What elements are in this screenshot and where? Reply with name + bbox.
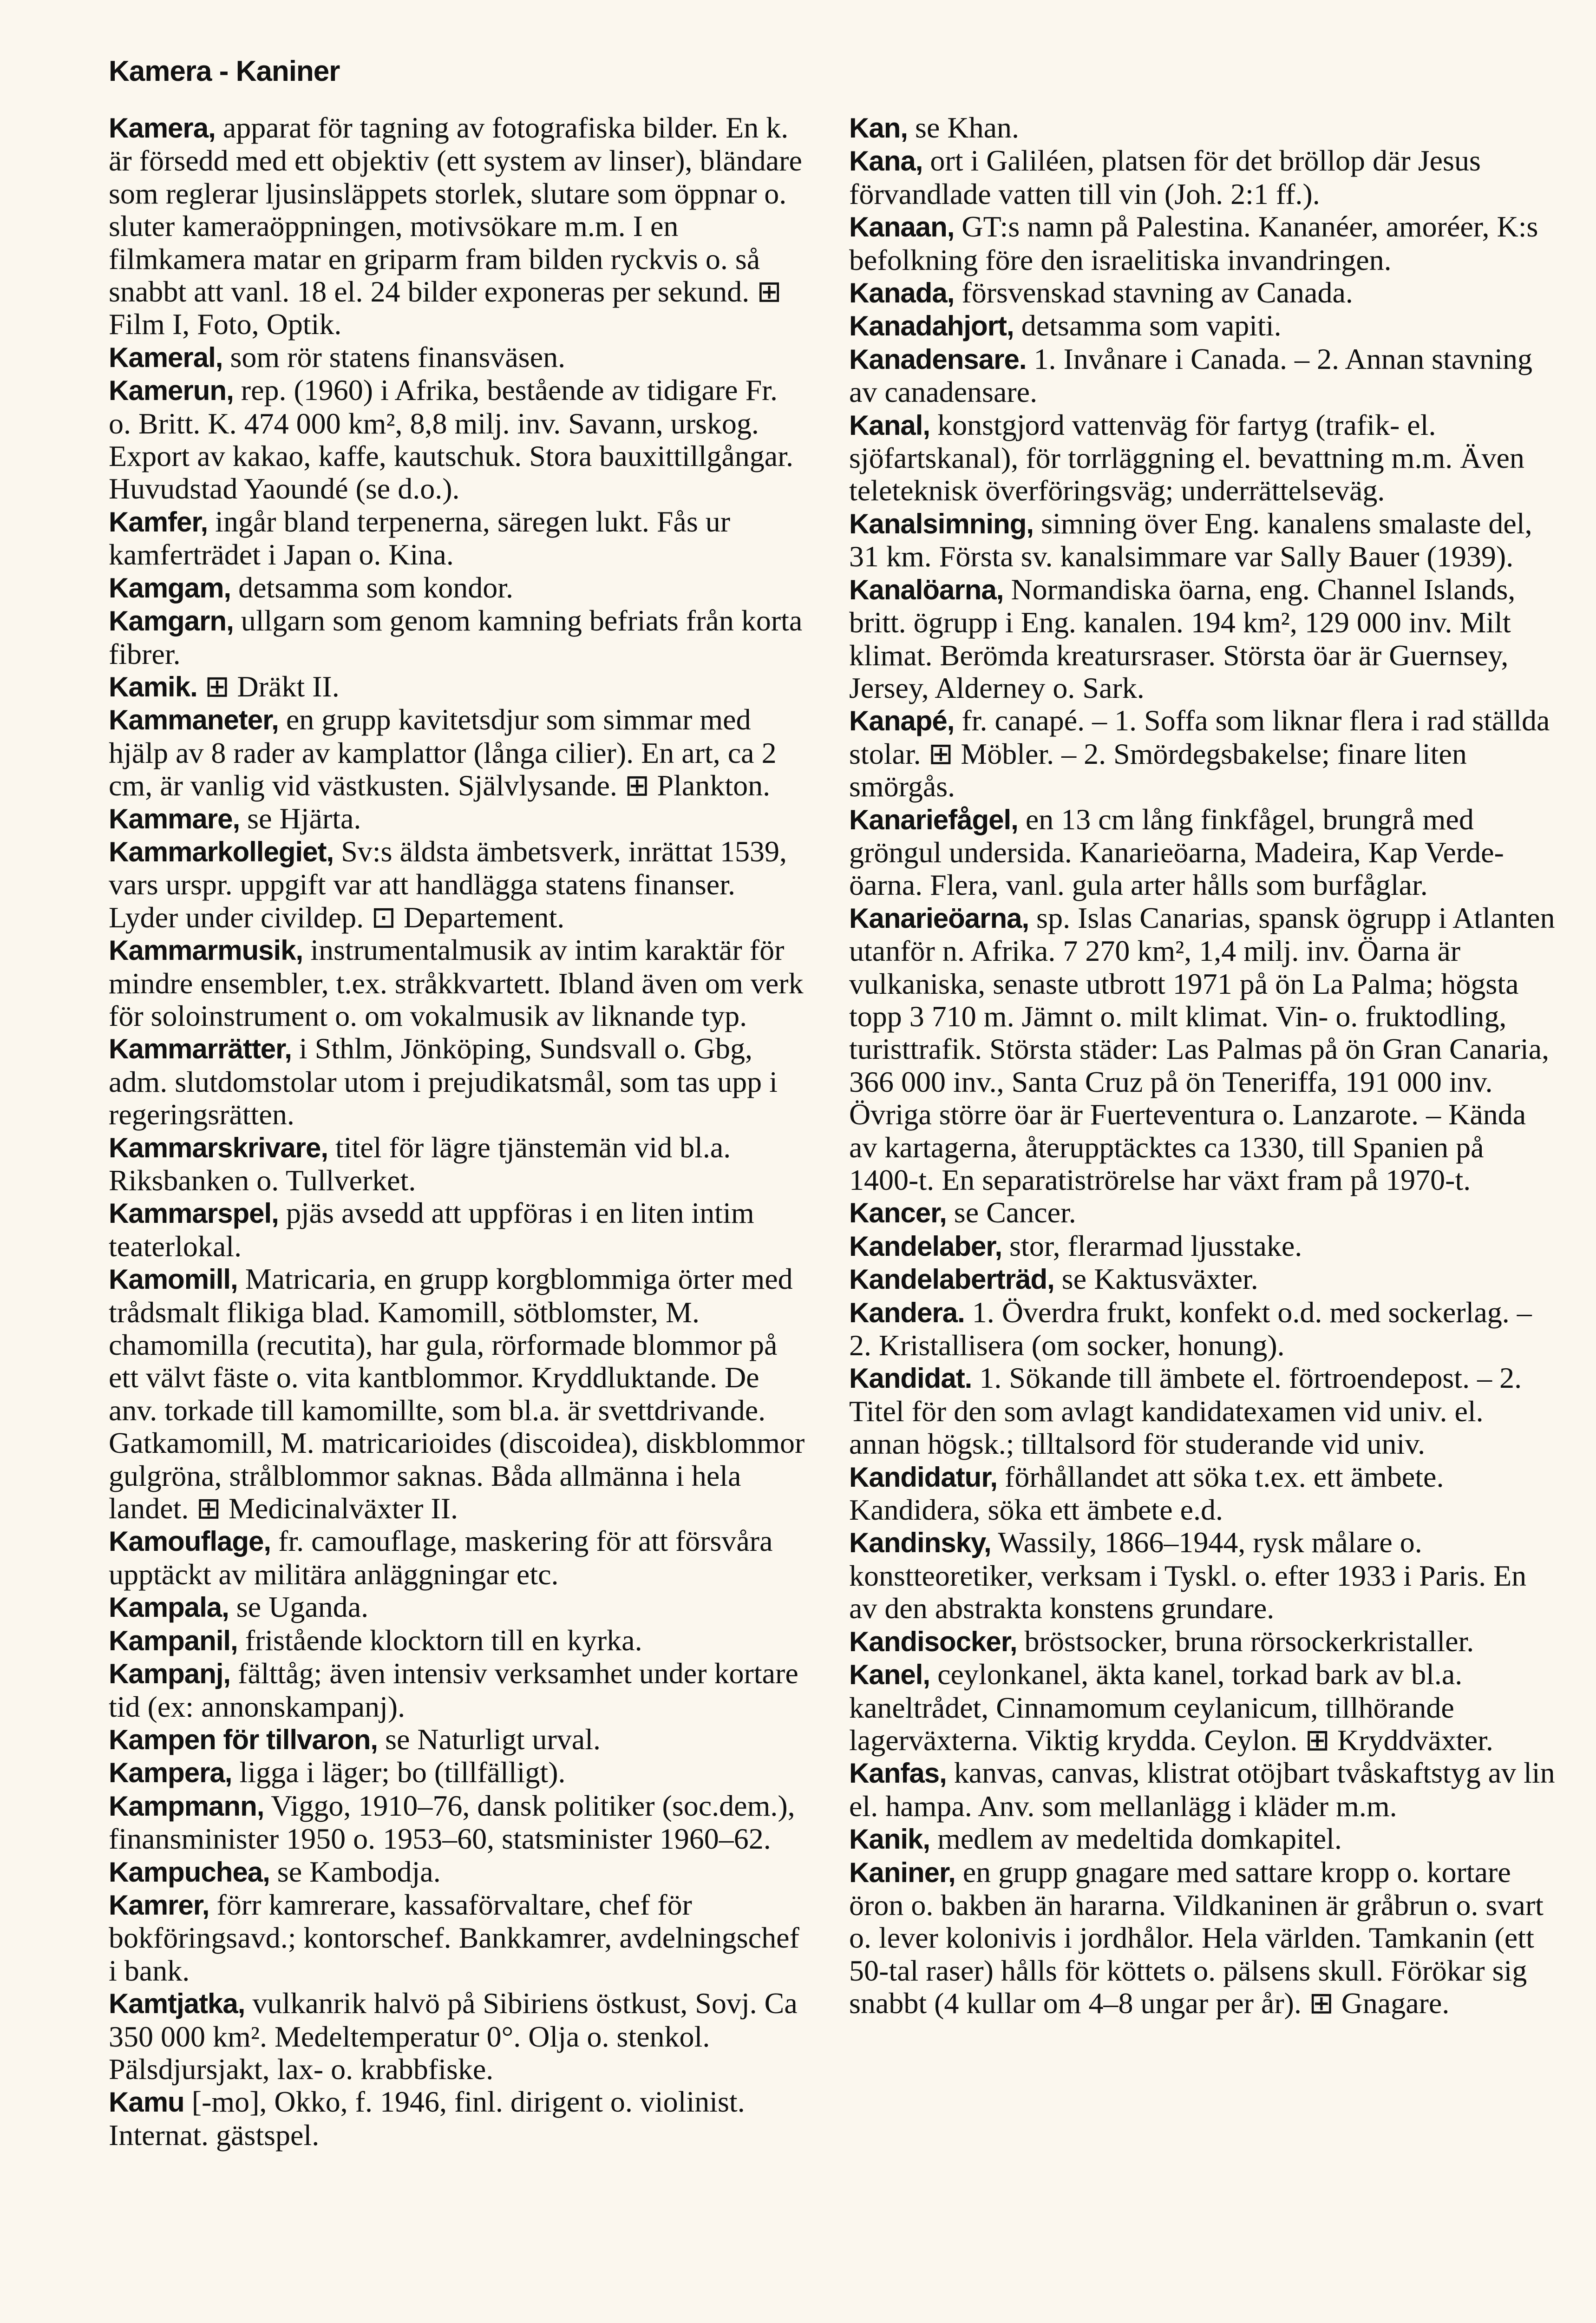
entry-text: titel för lägre tjänstemän vid bl.a. Riksbanken o. Tullverket.	[109, 1130, 731, 1197]
entry-headword: Kampanil,	[109, 1625, 238, 1656]
entry-headword: Kanapé,	[849, 705, 955, 737]
entry-headword: Kammarrätter,	[109, 1033, 292, 1065]
entry-text: kanvas, canvas, klistrat otöjbart tvåskaftstyg av lin el. hampa. Anv. som mellanlägg i kläder m.m.	[849, 1756, 1555, 1823]
entry-text: se Naturligt urval.	[378, 1722, 601, 1756]
entry-text: konstgjord vattenväg för fartyg (trafik- el. sjöfartskanal), för torrläggning el. bevattning m.m. Även teleteknisk överföringsväg; underrättelseväg.	[849, 408, 1524, 507]
entry-text: vulkanrik halvö på Sibiriens östkust, Sovj. Ca 350 000 km². Medeltemperatur 0°. Olja o. stenkol. Pälsdjursjakt, lax- o. krabbfiske.	[109, 1987, 798, 2086]
entry-headword: Kampanj,	[109, 1658, 231, 1690]
entry-text: Sv:s äldsta ämbetsverk, inrättat 1539, vars urspr. uppgift var att handlägga statens finanser. Lyder under civildep. ⊡ Departement.	[109, 834, 787, 934]
dictionary-entry	[849, 144, 1560, 210]
entry-text: se Uganda.	[229, 1590, 369, 1624]
dictionary-entry	[109, 571, 805, 604]
dictionary-entry	[109, 1657, 805, 1723]
entry-headword: Kamgarn,	[109, 605, 234, 637]
entry-text: som rör statens finansväsen.	[222, 340, 566, 374]
dictionary-entry	[849, 1757, 1560, 1823]
entry-headword: Kandidat.	[849, 1363, 972, 1394]
dictionary-entry	[849, 902, 1560, 1197]
dictionary-entry	[109, 835, 805, 934]
entry-text: se Khan.	[908, 111, 1019, 144]
entry-text: simning över Eng. kanalens smalaste del, 31 km. Första sv. kanalsimmare var Sally Bauer (1939).	[849, 506, 1532, 573]
entry-headword: Kanadahjort,	[849, 310, 1014, 342]
dictionary-entry	[109, 1987, 805, 2086]
dictionary-entry	[109, 505, 805, 571]
entry-headword: Kameral,	[109, 341, 223, 373]
dictionary-entry	[109, 1889, 805, 1987]
dictionary-entry	[109, 670, 805, 703]
right-column	[849, 112, 1560, 2020]
entry-headword: Kandera.	[849, 1297, 965, 1328]
entry-text: se Cancer.	[946, 1196, 1076, 1229]
entry-text: 1. Sökande till ämbete el. förtroendepost. – 2. Titel för den som avlagt kandidatexamen vid univ. el. annan högsk.; tilltalsord för studerande vid univ.	[849, 1361, 1522, 1461]
entry-text: förhållandet att söka t.ex. ett ämbete. Kandidera, söka ett ämbete e.d.	[849, 1460, 1444, 1527]
dictionary-entry	[109, 112, 805, 341]
entry-text: [-mo], Okko, f. 1946, finl. dirigent o. violinist. Internat. gästspel.	[109, 2085, 745, 2152]
entry-text: detsamma som vapiti.	[1014, 309, 1282, 342]
entry-headword: Kanarieöarna,	[849, 902, 1029, 934]
entry-text: i Sthlm, Jönköping, Sundsvall o. Gbg, adm. slutdomstolar utom i prejudikatsmål, som tas upp i regeringsrätten.	[109, 1032, 778, 1131]
dictionary-entry	[109, 1756, 805, 1789]
entry-text: Wassily, 1866–1944, rysk målare o. konstteoretiker, verksam i Tyskl. o. efter 1933 i Paris. En av den abstrakta konstens grundare.	[849, 1526, 1527, 1625]
entry-headword: Kammarkollegiet,	[109, 836, 334, 867]
dictionary-entry	[849, 1461, 1560, 1527]
entry-headword: Kan,	[849, 112, 908, 144]
dictionary-entry	[109, 802, 805, 835]
entry-text: försvenskad stavning av Canada.	[954, 276, 1353, 309]
dictionary-entry	[849, 1823, 1560, 1856]
entry-text: ort i Galiléen, platsen för det bröllop där Jesus förvandlade vatten till vin (Joh. 2:1 ff.).	[849, 144, 1481, 210]
dictionary-entry	[849, 409, 1560, 507]
entry-headword: Kampmann,	[109, 1790, 264, 1822]
dictionary-entry	[849, 309, 1560, 342]
dictionary-entry	[109, 1856, 805, 1889]
dictionary-entry	[849, 1230, 1560, 1263]
dictionary-entry	[109, 1032, 805, 1131]
dictionary-entry	[109, 341, 805, 374]
dictionary-entry	[109, 1790, 805, 1856]
entry-headword: Kanel,	[849, 1659, 930, 1691]
left-column	[109, 112, 805, 2152]
entry-headword: Kamrer,	[109, 1889, 209, 1921]
entry-text: instrumentalmusik av intim karaktär för mindre ensembler, t.ex. stråkkvartett. Ibland även om verk för soloinstrument o. om vokalmusik av liknande typ.	[109, 933, 804, 1032]
entry-headword: Kammarmusik,	[109, 935, 303, 966]
entry-text: bröstsocker, bruna rörsockerkristaller.	[1017, 1624, 1474, 1658]
dictionary-entry	[849, 573, 1560, 705]
entry-headword: Kammare,	[109, 803, 240, 834]
dictionary-entry	[109, 1263, 805, 1525]
dictionary-entry	[109, 604, 805, 670]
dictionary-entry	[849, 1196, 1560, 1229]
entry-text: rep. (1960) i Afrika, bestående av tidigare Fr. o. Britt. K. 474 000 km², 8,8 milj. inv. Savann, urskog. Export av kakao, kaffe, kautschuk. Stora bauxittillgångar. Huvudstad Yaoundé (se d.o.).	[109, 374, 793, 505]
dictionary-entry	[849, 1625, 1560, 1658]
entry-text: 1. Överdra frukt, konfekt o.d. med sockerlag. – 2. Kristallisera (om socker, honung).	[849, 1295, 1532, 1362]
entry-text: ⊞ Dräkt II.	[197, 669, 340, 703]
entry-headword: Kamgam,	[109, 572, 231, 604]
entry-headword: Kandelaberträd,	[849, 1264, 1054, 1295]
dictionary-entry	[849, 1658, 1560, 1757]
dictionary-entry	[849, 276, 1560, 309]
entry-text: en grupp gnagare med sattare kropp o. kortare öron o. bakben än hararna. Vildkaninen är gråbrun o. svart o. lever kolonivis i jordhålor. Hela världen. Tamkanin (ett 50-tal raser) hålls för köttets o. pälsens skull. Förökar sig snabbt (4 kullar om 4–8 ungar per år). ⊞ Gnagare.	[849, 1855, 1544, 2020]
dictionary-entry	[109, 374, 805, 505]
dictionary-entry	[849, 1296, 1560, 1362]
entry-text: detsamma som kondor.	[231, 571, 514, 604]
entry-headword: Kamik.	[109, 671, 197, 702]
entry-headword: Kamera,	[109, 112, 216, 144]
entry-text: GT:s namn på Palestina. Kananéer, amoréer, K:s befolkning före den israelitiska invandringen.	[849, 210, 1538, 276]
dictionary-entry	[849, 803, 1560, 902]
entry-text: pjäs avsedd att uppföras i en liten intim teaterlokal.	[109, 1196, 754, 1263]
entry-text: Normandiska öarna, eng. Channel Islands, britt. ögrupp i Eng. kanalen. 194 km², 129 000 inv. Milt klimat. Berömda kreatursraser. Största öar är Guernsey, Jersey, Alderney o. Sark.	[849, 572, 1516, 704]
dictionary-entry	[849, 1362, 1560, 1460]
entry-text: se Kambodja.	[269, 1855, 441, 1888]
entry-text: ullgarn som genom kamning befriats från korta fibrer.	[109, 604, 803, 670]
entry-text: medlem av medeltida domkapitel.	[930, 1822, 1342, 1856]
entry-text: fr. camouflage, maskering för att försvåra upptäckt av militära anläggningar etc.	[109, 1524, 773, 1591]
entry-headword: Kamerun,	[109, 375, 234, 407]
entry-headword: Kanariefågel,	[849, 804, 1018, 835]
entry-headword: Kamouflage,	[109, 1526, 271, 1557]
entry-headword: Kanal,	[849, 409, 930, 441]
dictionary-entry	[849, 112, 1560, 144]
entry-text: ligga i läger; bo (tillfälligt).	[232, 1756, 566, 1789]
running-head: Kamera - Kaniner	[109, 55, 340, 87]
entry-headword: Kanadensare.	[849, 343, 1027, 375]
entry-headword: Kampen för tillvaron,	[109, 1724, 378, 1755]
dictionary-entry	[109, 1197, 805, 1263]
entry-headword: Kana,	[849, 145, 923, 177]
dictionary-entry	[849, 210, 1560, 276]
entry-headword: Kandisocker,	[849, 1626, 1017, 1657]
entry-headword: Kampera,	[109, 1757, 232, 1789]
entry-headword: Kampala,	[109, 1592, 229, 1623]
dictionary-entry	[849, 1856, 1560, 2020]
entry-text: apparat för tagning av fotografiska bilder. En k. är försedd med ett objektiv (ett system av linser), bländare som reglerar ljusinsläppets storlek, slutare som öppnar o. sluter kameraöppningen, motivsökare m.m. I en filmkamera matar en griparm fram bilden ryckvis o. så snabbt att vanl. 18 el. 24 bilder exponeras per sekund. ⊞ Film I, Foto, Optik.	[109, 111, 802, 341]
entry-text: förr kamrerare, kassaförvaltare, chef för bokföringsavd.; kontorschef. Bankkamrer, avdelningschef i bank.	[109, 1888, 799, 1987]
entry-headword: Kanik,	[849, 1824, 930, 1855]
entry-headword: Kanalsimning,	[849, 508, 1034, 539]
entry-headword: Kanada,	[849, 277, 955, 309]
entry-text: fristående klocktorn till en kyrka.	[237, 1623, 642, 1657]
entry-text: ceylonkanel, äkta kanel, torkad bark av bl.a. kaneltrådet, Cinnamomum ceylanicum, tillhörande lagerväxterna. Viktig krydda. Ceylon. ⊞ Kryddväxter.	[849, 1658, 1493, 1757]
dictionary-entry	[849, 1526, 1560, 1625]
entry-headword: Kampuchea,	[109, 1856, 270, 1888]
dictionary-entry	[109, 1131, 805, 1197]
entry-text: fälttåg; även intensiv verksamhet under kortare tid (ex: annonskampanj).	[109, 1657, 798, 1723]
dictionary-entry	[109, 1591, 805, 1624]
entry-headword: Kanaan,	[849, 211, 955, 243]
entry-headword: Kammarspel,	[109, 1198, 279, 1229]
entry-headword: Kanfas,	[849, 1758, 947, 1789]
entry-text: fr. canapé. – 1. Soffa som liknar flera i rad ställda stolar. ⊞ Möbler. – 2. Smördegsbakelse; finare liten smörgås.	[849, 704, 1550, 803]
dictionary-entry	[849, 343, 1560, 409]
dictionary-entry	[109, 1723, 805, 1756]
entry-headword: Kandidatur,	[849, 1461, 998, 1493]
entry-text: se Hjärta.	[240, 801, 361, 835]
entry-text: se Kaktusväxter.	[1054, 1262, 1258, 1296]
entry-headword: Kammaneter,	[109, 704, 279, 736]
entry-headword: Kamfer,	[109, 506, 208, 538]
entry-headword: Kamu	[109, 2087, 184, 2118]
entry-headword: Kancer,	[849, 1197, 947, 1229]
dictionary-entry	[849, 704, 1560, 803]
entry-headword: Kanalöarna,	[849, 574, 1004, 605]
entry-headword: Kammarskrivare,	[109, 1132, 328, 1163]
dictionary-entry	[109, 934, 805, 1032]
entry-text: Matricaria, en grupp korgblommiga örter med trådsmalt flikiga blad. Kamomill, sötblomster, M. chamomilla (recutita), har gula, rörformade blommor på ett välvt fäste o. vita kantblommor. Kryddluktande. De anv. torkade till kamomillte, som bl.a. är svettdrivande. Gatkamomill, M. matricarioides (discoidea), diskblommor gulgröna, strålblommor saknas. Båda allmänna i hela landet. ⊞ Medicinalväxter II.	[109, 1262, 805, 1525]
entry-headword: Kaniner,	[849, 1857, 955, 1888]
entry-headword: Kamomill,	[109, 1264, 238, 1295]
entry-text: 1. Invånare i Canada. – 2. Annan stavning av canadensare.	[849, 342, 1533, 409]
dictionary-entry	[849, 1263, 1560, 1296]
dictionary-entry	[109, 1624, 805, 1657]
entry-text: ingår bland terpenerna, säregen lukt. Fås ur kamferträdet i Japan o. Kina.	[109, 505, 731, 571]
entry-headword: Kamtjatka,	[109, 1988, 245, 2020]
dictionary-entry	[849, 507, 1560, 573]
dictionary-entry	[109, 1525, 805, 1591]
entry-text: en 13 cm lång finkfågel, brungrå med gröngul undersida. Kanarieöarna, Madeira, Kap Verde-öarna. Flera, vanl. gula arter hålls som burfåglar.	[849, 802, 1504, 902]
entry-text: sp. Islas Canarias, spansk ögrupp i Atlanten utanför n. Afrika. 7 270 km², 1,4 milj. inv. Öarna är vulkaniska, senaste utbrott 1971 på ön La Palma; högsta topp 3 710 m. Jämnt o. milt klimat. Vin- o. fruktodling, turisttrafik. Största städer: Las Palmas på ön Gran Canaria, 366 000 inv., Santa Cruz på ön Teneriffa, 191 000 inv. Övriga större öar är Fuerteventura o. Lanzarote. – Kända av kartagerna, återupptäcktes ca 1330, till Spanien på 1400-t. En separatiströrelse har växt fram på 1970-t.	[849, 901, 1555, 1196]
entry-headword: Kandinsky,	[849, 1527, 991, 1559]
entry-headword: Kandelaber,	[849, 1230, 1002, 1262]
dictionary-entry	[109, 703, 805, 802]
entry-text: Viggo, 1910–76, dansk politiker (soc.dem.), finansminister 1950 o. 1953–60, statsminister 1960–62.	[109, 1789, 795, 1856]
entry-text: stor, flerarmad ljusstake.	[1002, 1229, 1302, 1262]
dictionary-entry	[109, 2086, 805, 2152]
entry-text: en grupp kavitetsdjur som simmar med hjälp av 8 rader av kamplattor (långa cilier). En art, ca 2 cm, är vanlig vid västkusten. Självlysande. ⊞ Plankton.	[109, 703, 777, 802]
